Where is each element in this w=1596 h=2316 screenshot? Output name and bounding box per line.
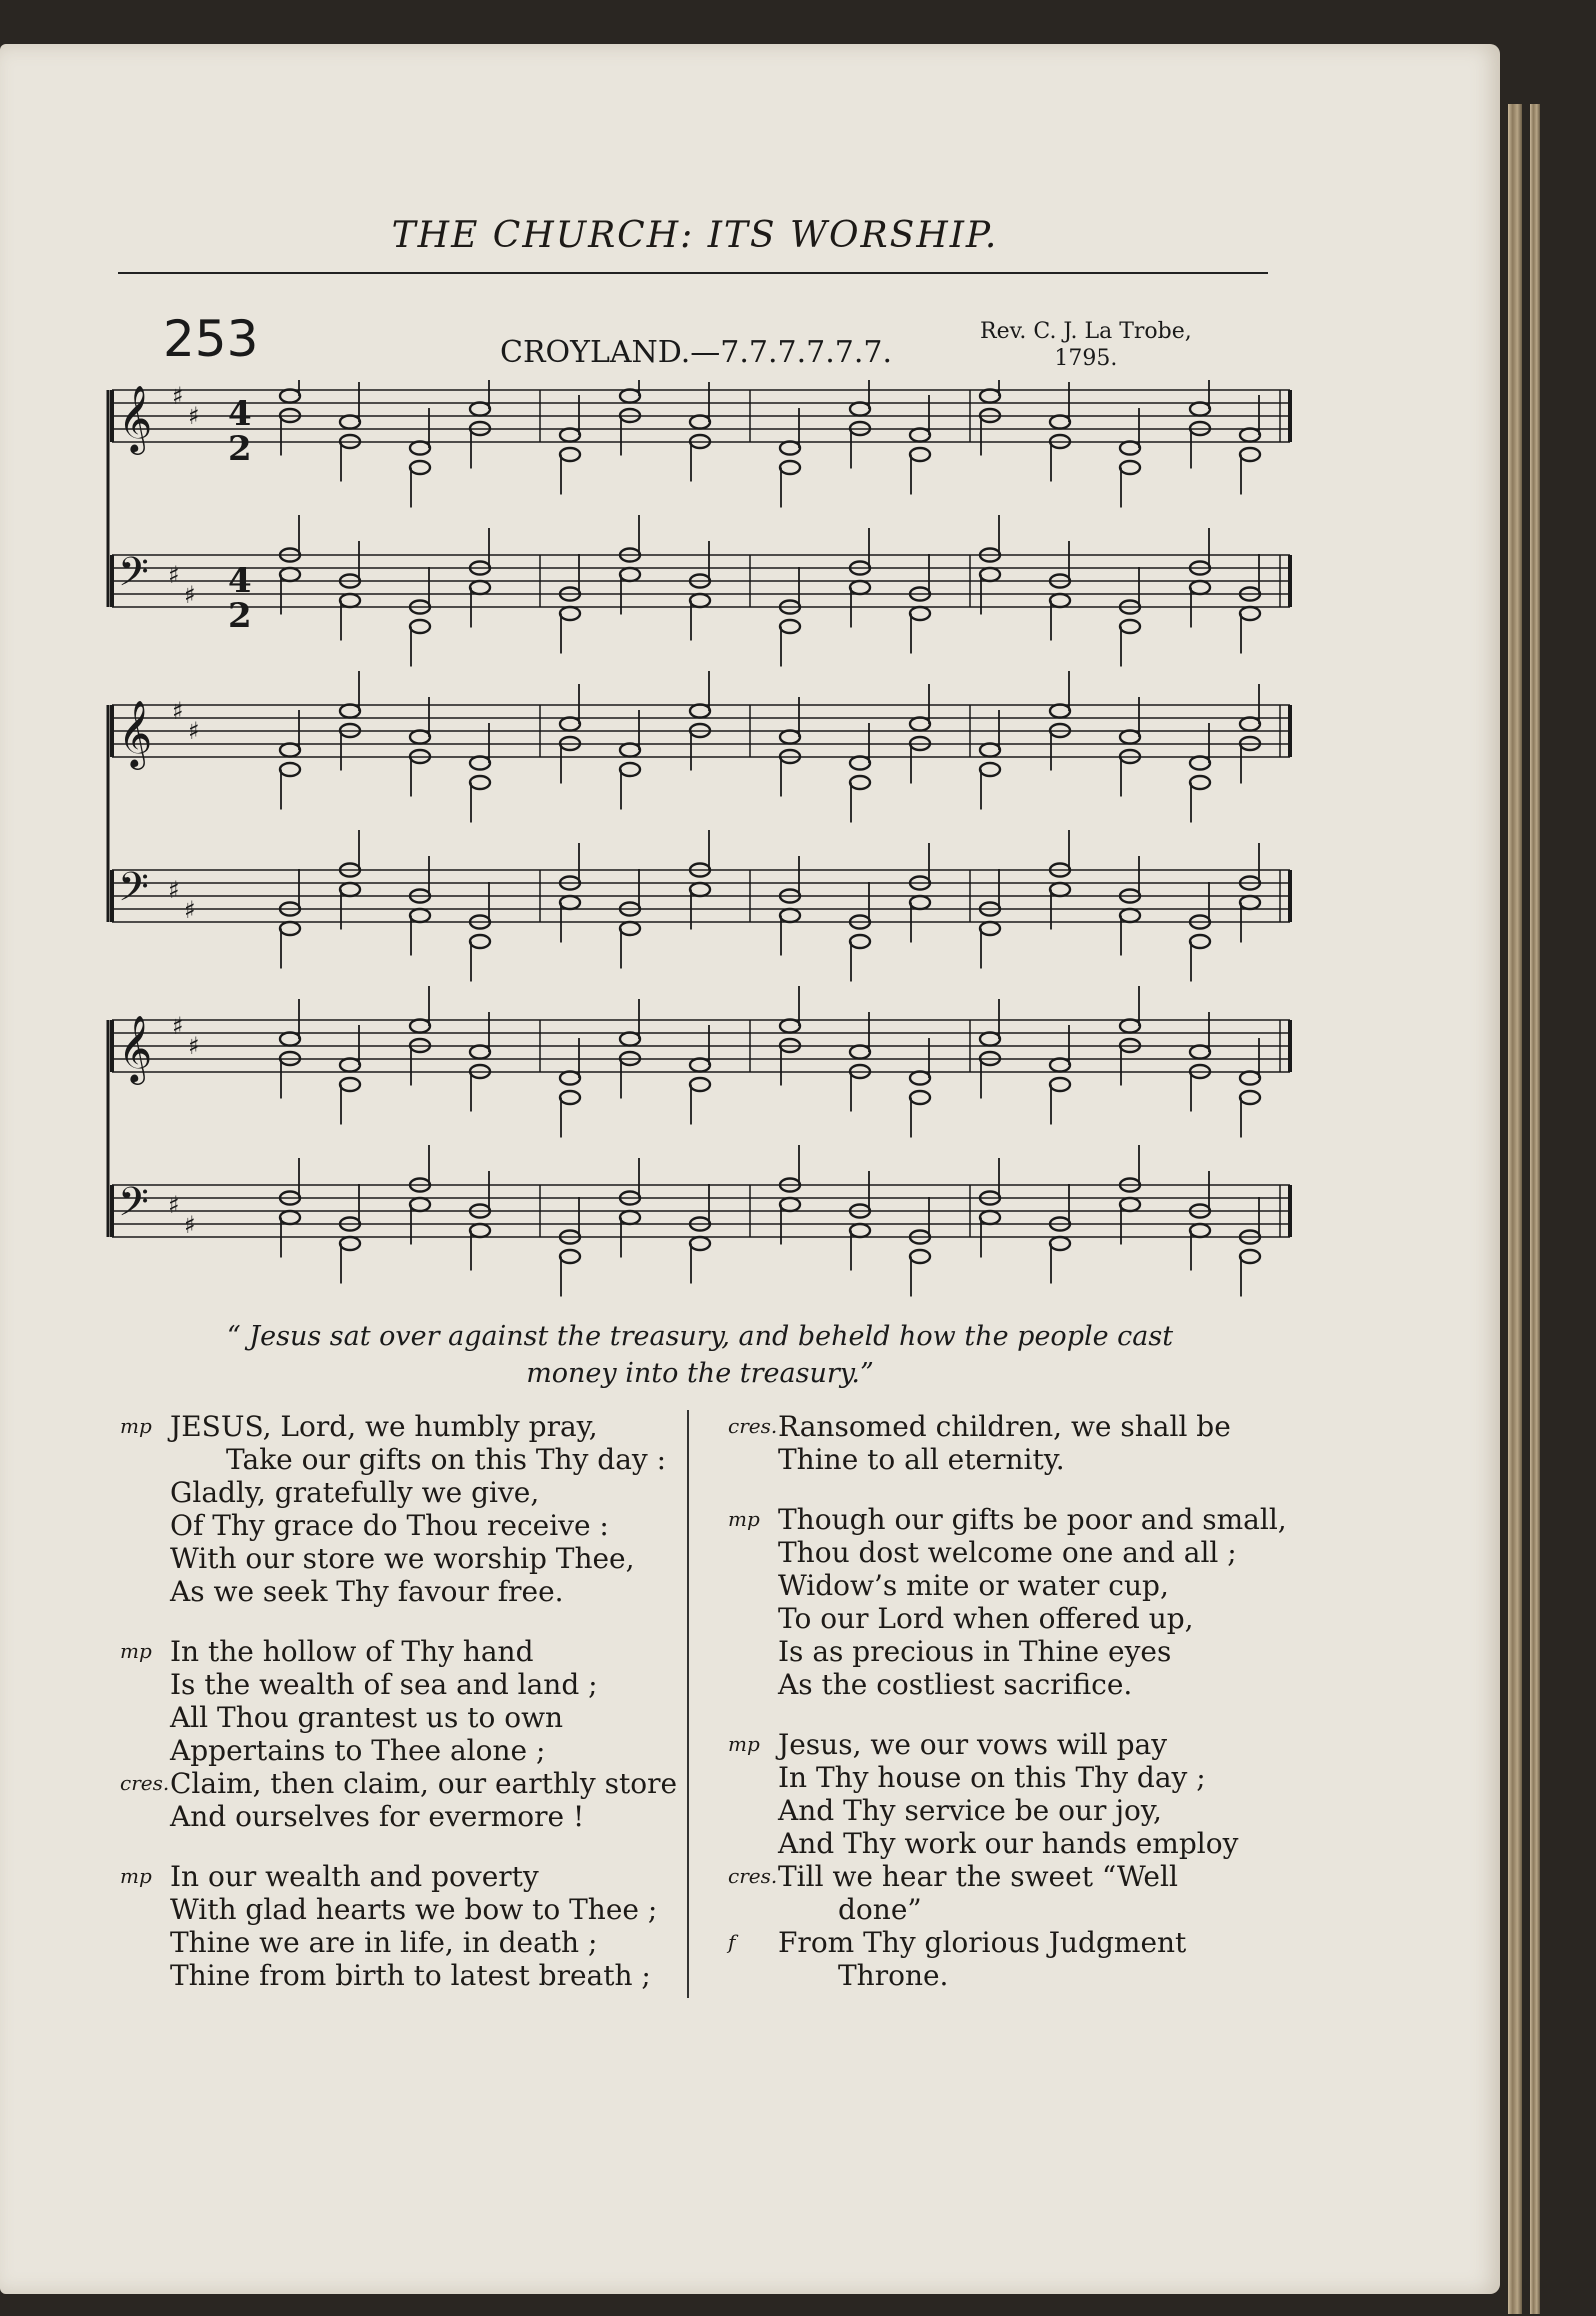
note-head — [980, 390, 1000, 403]
verse-stanza — [728, 1503, 1287, 1701]
note-head — [280, 922, 300, 935]
note-head — [780, 1198, 800, 1211]
header-rule — [118, 272, 1268, 274]
verse-line: Till we hear the sweet “Well — [778, 1860, 1178, 1893]
composer-credit — [980, 318, 1192, 372]
note-head — [410, 909, 430, 922]
caption-line-1: “ Jesus sat over against the treasury, and beheld how the people cast — [226, 1321, 1174, 1352]
note-head — [280, 1033, 300, 1046]
note-head — [280, 763, 300, 776]
treble-clef: 𝄞 — [118, 384, 153, 452]
treble-clef: 𝄞 — [118, 699, 153, 767]
note-head — [850, 776, 870, 789]
note-head — [910, 896, 930, 909]
verse-line: Thine to all eternity. — [778, 1443, 1065, 1476]
verse-line: With glad hearts we bow to Thee ; — [170, 1893, 658, 1926]
verse-line: done” — [838, 1893, 922, 1926]
note-head — [850, 581, 870, 594]
note-head — [340, 594, 360, 607]
verse-line: All Thou grantest us to own — [170, 1701, 564, 1734]
note-head — [1190, 1224, 1210, 1237]
note-head — [470, 403, 490, 416]
note-head — [850, 1046, 870, 1059]
note-head — [1190, 581, 1210, 594]
verse-line: As we seek Thy favour free. — [170, 1575, 564, 1608]
note-head — [340, 883, 360, 896]
note-head — [560, 607, 580, 620]
verse-stanza — [728, 1410, 1287, 1476]
key-sharp: ♯ — [188, 717, 200, 745]
dynamic-mark: mp — [728, 1732, 760, 1756]
verse-stanza — [728, 1728, 1287, 1992]
dynamic-mark: f — [728, 1930, 736, 1954]
verse-line: With our store we worship Thee, — [170, 1542, 635, 1575]
music-score — [100, 380, 1300, 1300]
note-head — [1120, 620, 1140, 633]
note-head — [1240, 1072, 1260, 1085]
note-head — [560, 896, 580, 909]
note-head — [780, 461, 800, 474]
verse-stanza — [120, 1410, 677, 1608]
note-head — [690, 883, 710, 896]
verse-line: As the costliest sacrifice. — [778, 1668, 1133, 1701]
composer-year: 1795. — [1054, 346, 1118, 371]
note-head — [780, 731, 800, 744]
verse-line: And ourselves for evermore ! — [170, 1800, 585, 1833]
bass-clef: 𝄢 — [118, 1179, 149, 1235]
verse-line: Ransomed children, we shall be — [778, 1410, 1231, 1443]
time-sig-top: 4 — [228, 394, 252, 434]
verse-stanza — [120, 1860, 677, 1992]
note-head — [1240, 429, 1260, 442]
dynamic-mark: mp — [120, 1414, 152, 1438]
verse-line: Of Thy grace do Thou receive : — [170, 1509, 609, 1542]
note-head — [980, 922, 1000, 935]
note-head — [620, 568, 640, 581]
verse-line: Widow’s mite or water cup, — [778, 1569, 1169, 1602]
verse-line: Claim, then claim, our earthly store — [170, 1767, 678, 1800]
note-head — [1190, 776, 1210, 789]
dynamic-mark: mp — [728, 1507, 760, 1531]
dynamic-mark: cres. — [120, 1771, 170, 1795]
page-edge — [1530, 104, 1540, 2314]
note-head — [470, 757, 490, 770]
key-sharp: ♯ — [188, 1032, 200, 1060]
note-head — [340, 1059, 360, 1072]
bass-clef: 𝄢 — [118, 864, 149, 920]
note-head — [910, 607, 930, 620]
key-sharp: ♯ — [188, 402, 200, 430]
note-head — [280, 568, 300, 581]
note-head — [560, 1091, 580, 1104]
note-head — [850, 1224, 870, 1237]
verse-line: Gladly, gratefully we give, — [170, 1476, 540, 1509]
note-head — [1240, 607, 1260, 620]
note-head — [850, 757, 870, 770]
page-header: THE CHURCH: ITS WORSHIP. — [391, 215, 999, 256]
note-head — [410, 731, 430, 744]
note-head — [470, 935, 490, 948]
note-head — [980, 1033, 1000, 1046]
note-head — [910, 429, 930, 442]
note-head — [980, 568, 1000, 581]
note-head — [620, 390, 640, 403]
note-head — [1050, 705, 1070, 718]
note-head — [340, 1237, 360, 1250]
dynamic-mark: mp — [120, 1639, 152, 1663]
note-head — [280, 744, 300, 757]
key-sharp: ♯ — [184, 581, 196, 609]
note-head — [1120, 731, 1140, 744]
note-head — [1050, 883, 1070, 896]
verse-line: And Thy work our hands employ — [778, 1827, 1239, 1860]
note-head — [1120, 909, 1140, 922]
note-head — [850, 935, 870, 948]
scripture-caption — [200, 1318, 1200, 1392]
dynamic-mark: mp — [120, 1864, 152, 1888]
note-head — [1050, 1237, 1070, 1250]
note-head — [620, 763, 640, 776]
note-head — [560, 718, 580, 731]
note-head — [470, 1224, 490, 1237]
column-divider — [687, 1410, 689, 1998]
verse-line: JESUS, Lord, we humbly pray, — [170, 1410, 598, 1443]
note-head — [560, 448, 580, 461]
note-head — [690, 1059, 710, 1072]
note-head — [340, 705, 360, 718]
note-head — [780, 620, 800, 633]
note-head — [910, 448, 930, 461]
key-sharp: ♯ — [168, 1191, 180, 1219]
note-head — [780, 442, 800, 455]
note-head — [560, 1072, 580, 1085]
verse-line: Thine we are in life, in death ; — [170, 1926, 598, 1959]
note-head — [620, 1211, 640, 1224]
note-head — [690, 705, 710, 718]
note-head — [470, 581, 490, 594]
bass-clef: 𝄢 — [118, 549, 149, 605]
note-head — [620, 744, 640, 757]
verse-line: And Thy service be our joy, — [778, 1794, 1162, 1827]
verse-line: From Thy glorious Judgment — [778, 1926, 1187, 1959]
hymn-number: 253 — [163, 310, 259, 368]
verse-line: In Thy house on this Thy day ; — [778, 1761, 1206, 1794]
verse-line: Jesus, we our vows will pay — [778, 1728, 1168, 1761]
note-head — [910, 1091, 930, 1104]
note-head — [1050, 1078, 1070, 1091]
note-head — [620, 1033, 640, 1046]
caption-line-2: money into the treasury.” — [526, 1358, 874, 1389]
key-sharp: ♯ — [184, 1211, 196, 1239]
key-sharp: ♯ — [172, 697, 184, 725]
note-head — [780, 1020, 800, 1033]
note-head — [470, 776, 490, 789]
time-sig-bottom-bass: 2 — [228, 596, 252, 636]
key-sharp: ♯ — [172, 382, 184, 410]
note-head — [1050, 1059, 1070, 1072]
verse-line: Appertains to Thee alone ; — [170, 1734, 546, 1767]
verse-line: Is as precious in Thine eyes — [778, 1635, 1172, 1668]
key-sharp: ♯ — [168, 561, 180, 589]
verse-line: Thou dost welcome one and all ; — [778, 1536, 1237, 1569]
note-head — [340, 1078, 360, 1091]
note-head — [690, 1237, 710, 1250]
note-head — [850, 403, 870, 416]
note-head — [1190, 403, 1210, 416]
verse-line: Throne. — [838, 1959, 949, 1992]
note-head — [470, 1046, 490, 1059]
verse-line: In our wealth and poverty — [170, 1860, 539, 1893]
note-head — [1050, 594, 1070, 607]
dynamic-mark: cres. — [728, 1414, 778, 1438]
note-head — [410, 1020, 430, 1033]
right-verses — [728, 1410, 1287, 2019]
key-sharp: ♯ — [184, 896, 196, 924]
note-head — [1120, 461, 1140, 474]
note-head — [980, 763, 1000, 776]
note-head — [1190, 1046, 1210, 1059]
note-head — [1050, 416, 1070, 429]
note-head — [1190, 757, 1210, 770]
key-sharp: ♯ — [168, 876, 180, 904]
note-head — [910, 718, 930, 731]
note-head — [690, 416, 710, 429]
note-head — [340, 416, 360, 429]
note-head — [780, 909, 800, 922]
note-head — [1240, 718, 1260, 731]
dynamic-mark: cres. — [728, 1864, 778, 1888]
note-head — [1120, 442, 1140, 455]
composer-name: Rev. C. J. La Trobe, — [980, 319, 1192, 344]
tune-name: CROYLAND.—7.7.7.7.7.7. — [500, 335, 893, 370]
note-head — [1240, 896, 1260, 909]
treble-clef: 𝄞 — [118, 1014, 153, 1082]
note-head — [1240, 448, 1260, 461]
note-head — [280, 390, 300, 403]
note-head — [620, 922, 640, 935]
verse-line: Thine from birth to latest breath ; — [170, 1959, 651, 1992]
time-sig-top-bass: 4 — [228, 561, 252, 601]
note-head — [410, 461, 430, 474]
note-head — [980, 1211, 1000, 1224]
note-head — [1120, 1020, 1140, 1033]
note-head — [1120, 1198, 1140, 1211]
note-head — [910, 1250, 930, 1263]
note-head — [690, 1078, 710, 1091]
key-sharp: ♯ — [172, 1012, 184, 1040]
note-head — [1240, 1091, 1260, 1104]
note-head — [410, 442, 430, 455]
verse-line: Is the wealth of sea and land ; — [170, 1668, 598, 1701]
verse-line: Take our gifts on this Thy day : — [226, 1443, 667, 1476]
verse-line: Though our gifts be poor and small, — [778, 1503, 1287, 1536]
note-head — [560, 429, 580, 442]
page-edge — [1508, 104, 1522, 2314]
note-head — [280, 1211, 300, 1224]
note-head — [910, 1072, 930, 1085]
note-head — [410, 1198, 430, 1211]
verse-line: In the hollow of Thy hand — [170, 1635, 534, 1668]
note-head — [1190, 935, 1210, 948]
note-head — [690, 594, 710, 607]
note-head — [410, 620, 430, 633]
note-head — [980, 744, 1000, 757]
note-head — [560, 1250, 580, 1263]
time-sig-bottom: 2 — [228, 429, 252, 469]
verse-line: To our Lord when offered up, — [778, 1602, 1194, 1635]
note-head — [1240, 1250, 1260, 1263]
verse-stanza — [120, 1635, 678, 1833]
left-verses — [120, 1410, 678, 2019]
